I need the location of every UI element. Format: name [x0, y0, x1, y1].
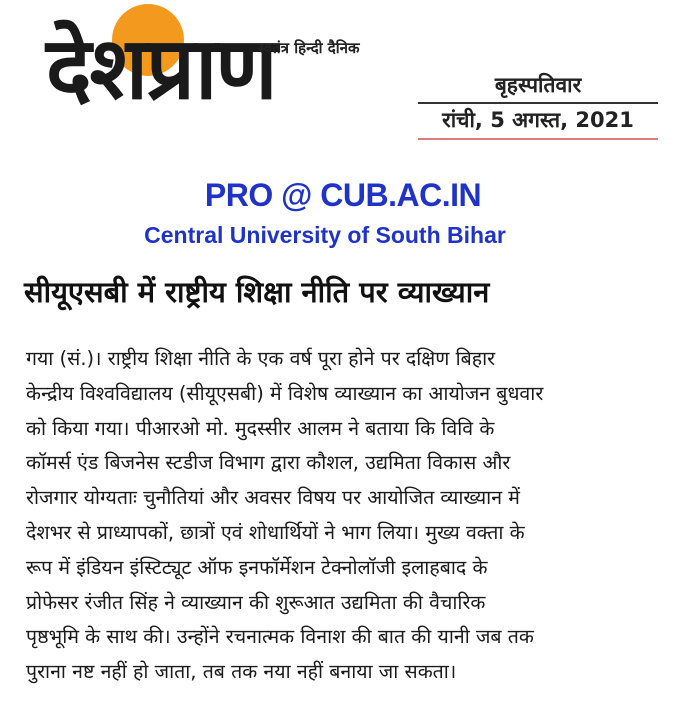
article-line: कॉमर्स एंड बिजनेस स्टडीज विभाग द्वारा कौशल, उद्यमिता विकास और [26, 451, 511, 475]
article-line: रोजगार योग्यताः चुनौतियां और अवसर विषय पर आयोजित व्याख्यान में [26, 486, 520, 510]
place-date: रांची, 5 अगस्त, 2021 [418, 104, 658, 140]
article-line: को किया गया। पीआरओ मो. मुदस्सीर आलम ने बताया कि विवि के [26, 416, 495, 440]
masthead-tagline: स्वतंत्र हिन्दी दैनिक [258, 39, 360, 57]
article-line: देशभर से प्राध्यापकों, छात्रों एवं शोधार्थियों ने भाग लिया। मुख्य वक्ता के [26, 520, 525, 544]
pro-email: PRO @ CUB.AC.IN [204, 177, 482, 213]
article-body [26, 342, 660, 690]
article-line: पृष्ठभूमि के साथ की। उन्होंने रचनात्मक विनाश की बात की यानी जब तक [26, 625, 534, 649]
newspaper-logo: देशप्राण [46, 19, 276, 119]
article-line: गया (सं.)। राष्ट्रीय शिक्षा नीति के एक वर्ष पूरा होने पर दक्षिण बिहार [26, 347, 496, 370]
date-block [418, 70, 658, 140]
weekday: बृहस्पतिवार [418, 70, 658, 104]
article-line: प्रोफेसर रंजीत सिंह ने व्याख्यान की शुरूआत उद्यमिता की वैचारिक [26, 590, 486, 614]
university-name: Central University of South Bihar [144, 222, 506, 248]
article-line: केन्द्रीय विश्वविद्यालय (सीयूएसबी) में विशेष व्याख्यान का आयोजन बुधवार [26, 381, 544, 405]
article-line: रूप में इंडियन इंस्टिट्यूट ऑफ इनफॉर्मेशन टेक्नोलॉजी इलाहबाद के [26, 555, 488, 579]
masthead [0, 0, 686, 160]
article-headline: सीयूएसबी में राष्ट्रीय शिक्षा नीति पर व्याख्यान [24, 275, 490, 309]
article-line: पुराना नष्ट नहीं हो जाता, तब तक नया नहीं बनाया जा सकता। [26, 660, 457, 684]
